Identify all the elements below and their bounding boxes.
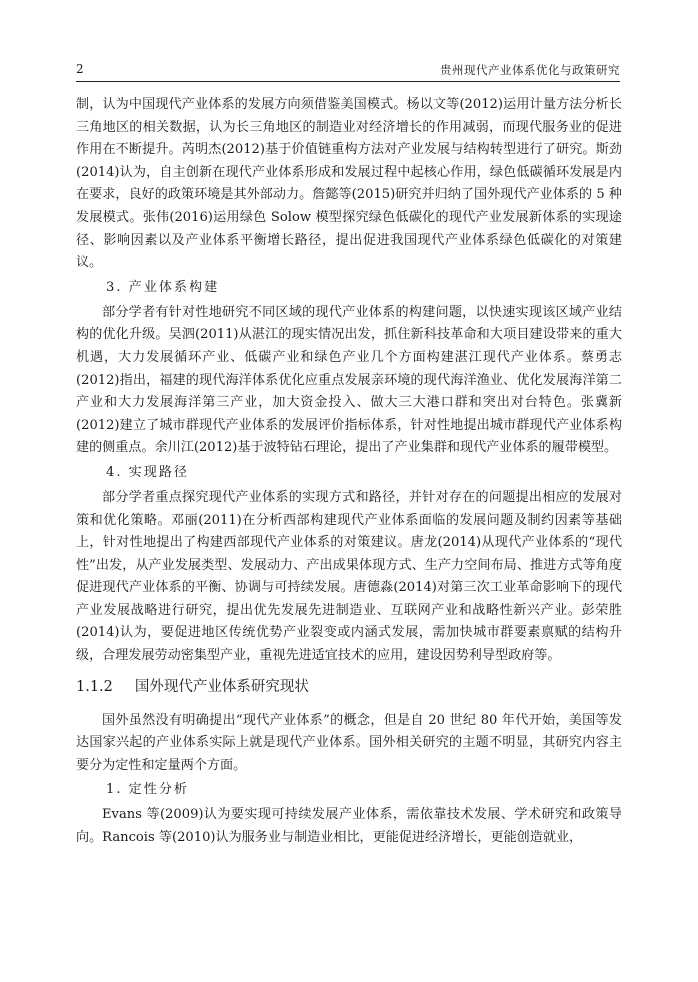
page-header — [76, 62, 620, 82]
heading-3-industry-system-construction: 3. 产业体系构建 — [106, 279, 220, 295]
paragraph-1: 制，认为中国现代产业体系的发展方向须借鉴美国模式。杨以文等(2012)运用计量方法分析长三角地区的相关数据，认为长三角地区的制造业对经济增长的作用减弱，而现代服务业的促进作用在不断提升。芮明杰(2012)基于价值链重构方法对产业发展与结构转型进行了研究。斯劲(2014)认为，自主创新在现代产业体系形成和发展过程中起核心作用，绿色低碳循环发展是内在要求，良好的政策环境是其外部动力。詹懿等(2015)研究并归纳了国外现代产业体系的 5 种发展模式。张伟(2016)运用绿色 Solow 模型探究绿色低碳化的现代产业发展新体系的实现途径、影响因素以及产业体系平衡增长路径，提出促进我国现代产业体系绿色低碳化的对策建议。 — [76, 97, 622, 271]
paragraph-4: 国外虽然没有明确提出“现代产业体系”的概念，但是自 20 世纪 80 年代开始，美国等发达国家兴起的产业体系实际上就是现代产业体系。国外相关研究的主题不明显，其研究内容主要分为定性和定量两个方面。 — [76, 712, 622, 773]
section-heading — [76, 668, 622, 710]
heading-1-qualitative-analysis: 1. 定性分析 — [106, 782, 190, 798]
paragraph-2: 部分学者有针对性地研究不同区域的现代产业体系的构建问题，以快速实现该区域产业结构的优化升级。吴泗(2011)从湛江的现实情况出发，抓住新科技革命和大项目建设带来的重大机遇，大力发展循环产业、低碳产业和绿色产业几个方面构建湛江现代产业体系。蔡勇志(2012)指出，福建的现代海洋体系优化应重点发展亲环境的现代海洋渔业、优化发展海洋第二产业和大力发展海洋第三产业，加大资金投入、做大三大港口群和突出对台特色。张冀新(2012)建立了城市群现代产业体系的发展评价指标体系，针对性地提出城市群现代产业体系构建的侧重点。余川江(2012)基于波特钻石理论，提出了产业集群和现代产业体系的履带模型。 — [76, 304, 622, 456]
section-number: 1.1.2 — [76, 678, 113, 695]
heading-4-implementation-path: 4. 实现路径 — [106, 464, 190, 480]
paragraph-3: 部分学者重点探究现代产业体系的实现方式和路径，并针对存在的问题提出相应的发展对策和优化策略。邓丽(2011)在分析西部构建现代产业体系面临的发展问题及制约因素等基础上，针对性地提出了构建西部现代产业体系的对策建议。唐龙(2014)从现代产业体系的“现代性”出发，从产业发展类型、发展动力、产出成果体现方式、生产力空间布局、推进方式等角度促进现代产业体系的平衡、协调与可持续发展。唐德淼(2014)对第三次工业革命影响下的现代产业发展战略进行研究，提出优先发展先进制造业、互联网产业和战略性新兴产业。彭荣胜(2014)认为，要促进地区传统优势产业裂变或内涵式发展，需加快城市群要素禀赋的结构升级，合理发展劳动密集型产业，重视先进适宜技术的应用，建设因势利导型政府等。 — [76, 489, 622, 664]
header-rule — [76, 81, 620, 82]
page-number: 2 — [76, 62, 84, 76]
body-text — [76, 94, 622, 850]
running-title: 贵州现代产业体系优化与政策研究 — [440, 63, 620, 77]
section-title: 国外现代产业体系研究现状 — [134, 678, 309, 695]
paragraph-5: Evans 等(2009)认为要实现可持续发展产业体系，需依靠技术发展、学术研究和政策导向。Rancois 等(2010)认为服务业与制造业相比，更能促进经济增长，更能创造就业， — [76, 807, 622, 846]
